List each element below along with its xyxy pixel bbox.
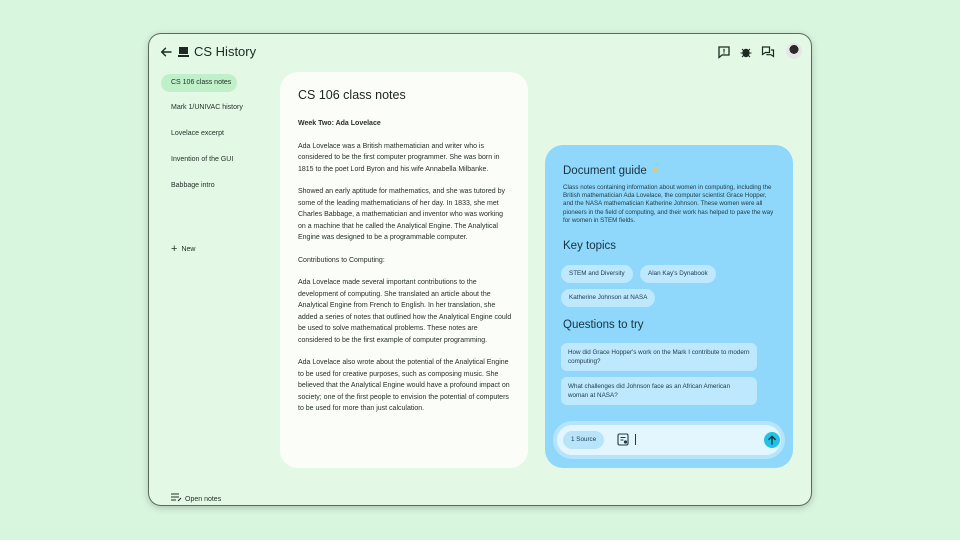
bug-report-icon[interactable] [739, 45, 753, 59]
note-fade-overlay [280, 418, 528, 468]
sidebar [161, 72, 281, 503]
sidebar-item-mark1-univac-history[interactable]: Mark 1/UNIVAC history [171, 104, 243, 111]
note-paragraph: Ada Lovelace was a British mathematician and writer who is considered to be the first computer programmer. She was born in 1815 to the poet Lord Byron and his wife Annabella Milbanke. [298, 142, 500, 173]
app-window [149, 34, 811, 505]
document-guide-panel [545, 145, 793, 468]
notebook-icon [178, 46, 189, 58]
app-header [149, 34, 811, 72]
topic-chip[interactable]: Alan Kay's Dynabook [640, 265, 716, 283]
chat-icon[interactable] [761, 45, 775, 59]
key-topics-heading: Key topics [563, 240, 617, 252]
sidebar-item-lovelace-excerpt[interactable]: Lovelace excerpt [171, 130, 224, 137]
guide-title [563, 164, 660, 177]
new-note-label: New [181, 246, 196, 253]
source-selector-button[interactable]: 1 Source [563, 431, 604, 449]
suggested-question[interactable]: What challenges did Johnson face as an African American woman at NASA? [561, 377, 757, 405]
note-paragraph: Showed an early aptitude for mathematics, and she was tutored by some of the leading mathematicians of her day. In 1833, she met Charles Babbage, a mathematician and inventor who was working on a machine that he called the Analytical Engine. The Analytical Engine was designed to be a programmable computer. [298, 188, 506, 241]
send-button[interactable] [764, 432, 780, 448]
open-notes-label: Open notes [185, 496, 222, 503]
note-body[interactable] [298, 118, 512, 426]
feedback-icon[interactable] [717, 45, 731, 59]
guide-description: Class notes containing information about women in computing, including the British mathematician Ada Lovelace, the computer scientist Grace Hopper, and the NASA mathematician Katherine Johnson. These women were all pioneers in the field of computing, and their work has helped to pave the way for women in STEM fields. [563, 184, 774, 224]
topic-chip[interactable]: Katherine Johnson at NASA [561, 289, 655, 307]
chat-input-field[interactable] [557, 425, 781, 455]
suggested-question[interactable]: How did Grace Hopper's work on the Mark I contribute to modern computing? [561, 343, 757, 371]
note-paragraph: Ada Lovelace made several important contributions to the development of computing. She translated an article about the Analytical Engine from French to English. In her translation, she added a series of notes that outlined how the Analytical Engine could be used to solve mathematical problems. These notes are considered to be the first example of computer programming. [298, 279, 512, 344]
notes-list-icon [171, 493, 182, 502]
open-notes-button[interactable] [171, 493, 221, 503]
new-note-button[interactable] [171, 243, 195, 255]
questions-heading: Questions to try [563, 319, 644, 331]
note-title: CS 106 class notes [298, 88, 406, 102]
arrow-up-icon [764, 432, 780, 448]
sidebar-item-cs106-class-notes[interactable]: CS 106 class notes [161, 74, 237, 92]
chat-input-bar [553, 421, 785, 459]
sparkle-icon: ✦ [650, 165, 660, 177]
add-source-icon[interactable] [617, 433, 629, 446]
plus-icon: + [171, 243, 178, 255]
note-card [280, 72, 528, 468]
note-heading: Week Two: Ada Lovelace [298, 120, 381, 127]
topic-chip[interactable]: STEM and Diversity [561, 265, 633, 283]
note-paragraph: Ada Lovelace also wrote about the potential of the Analytical Engine to be used for creative purposes, such as composing music. She believed that the Analytical Engine would have a profound impact on society; one of the first people to envision the potential of computers to be used for more than just calculation. [298, 359, 510, 412]
text-cursor [635, 434, 636, 445]
back-arrow-icon[interactable] [159, 45, 173, 59]
user-avatar[interactable] [786, 43, 802, 59]
sidebar-item-invention-of-gui[interactable]: Invention of the GUI [171, 156, 234, 163]
sidebar-item-babbage-intro[interactable]: Babbage intro [171, 182, 215, 189]
note-paragraph: Contributions to Computing: [298, 256, 385, 264]
guide-title-text: Document guide [563, 165, 647, 177]
page-title: CS History [194, 44, 257, 59]
